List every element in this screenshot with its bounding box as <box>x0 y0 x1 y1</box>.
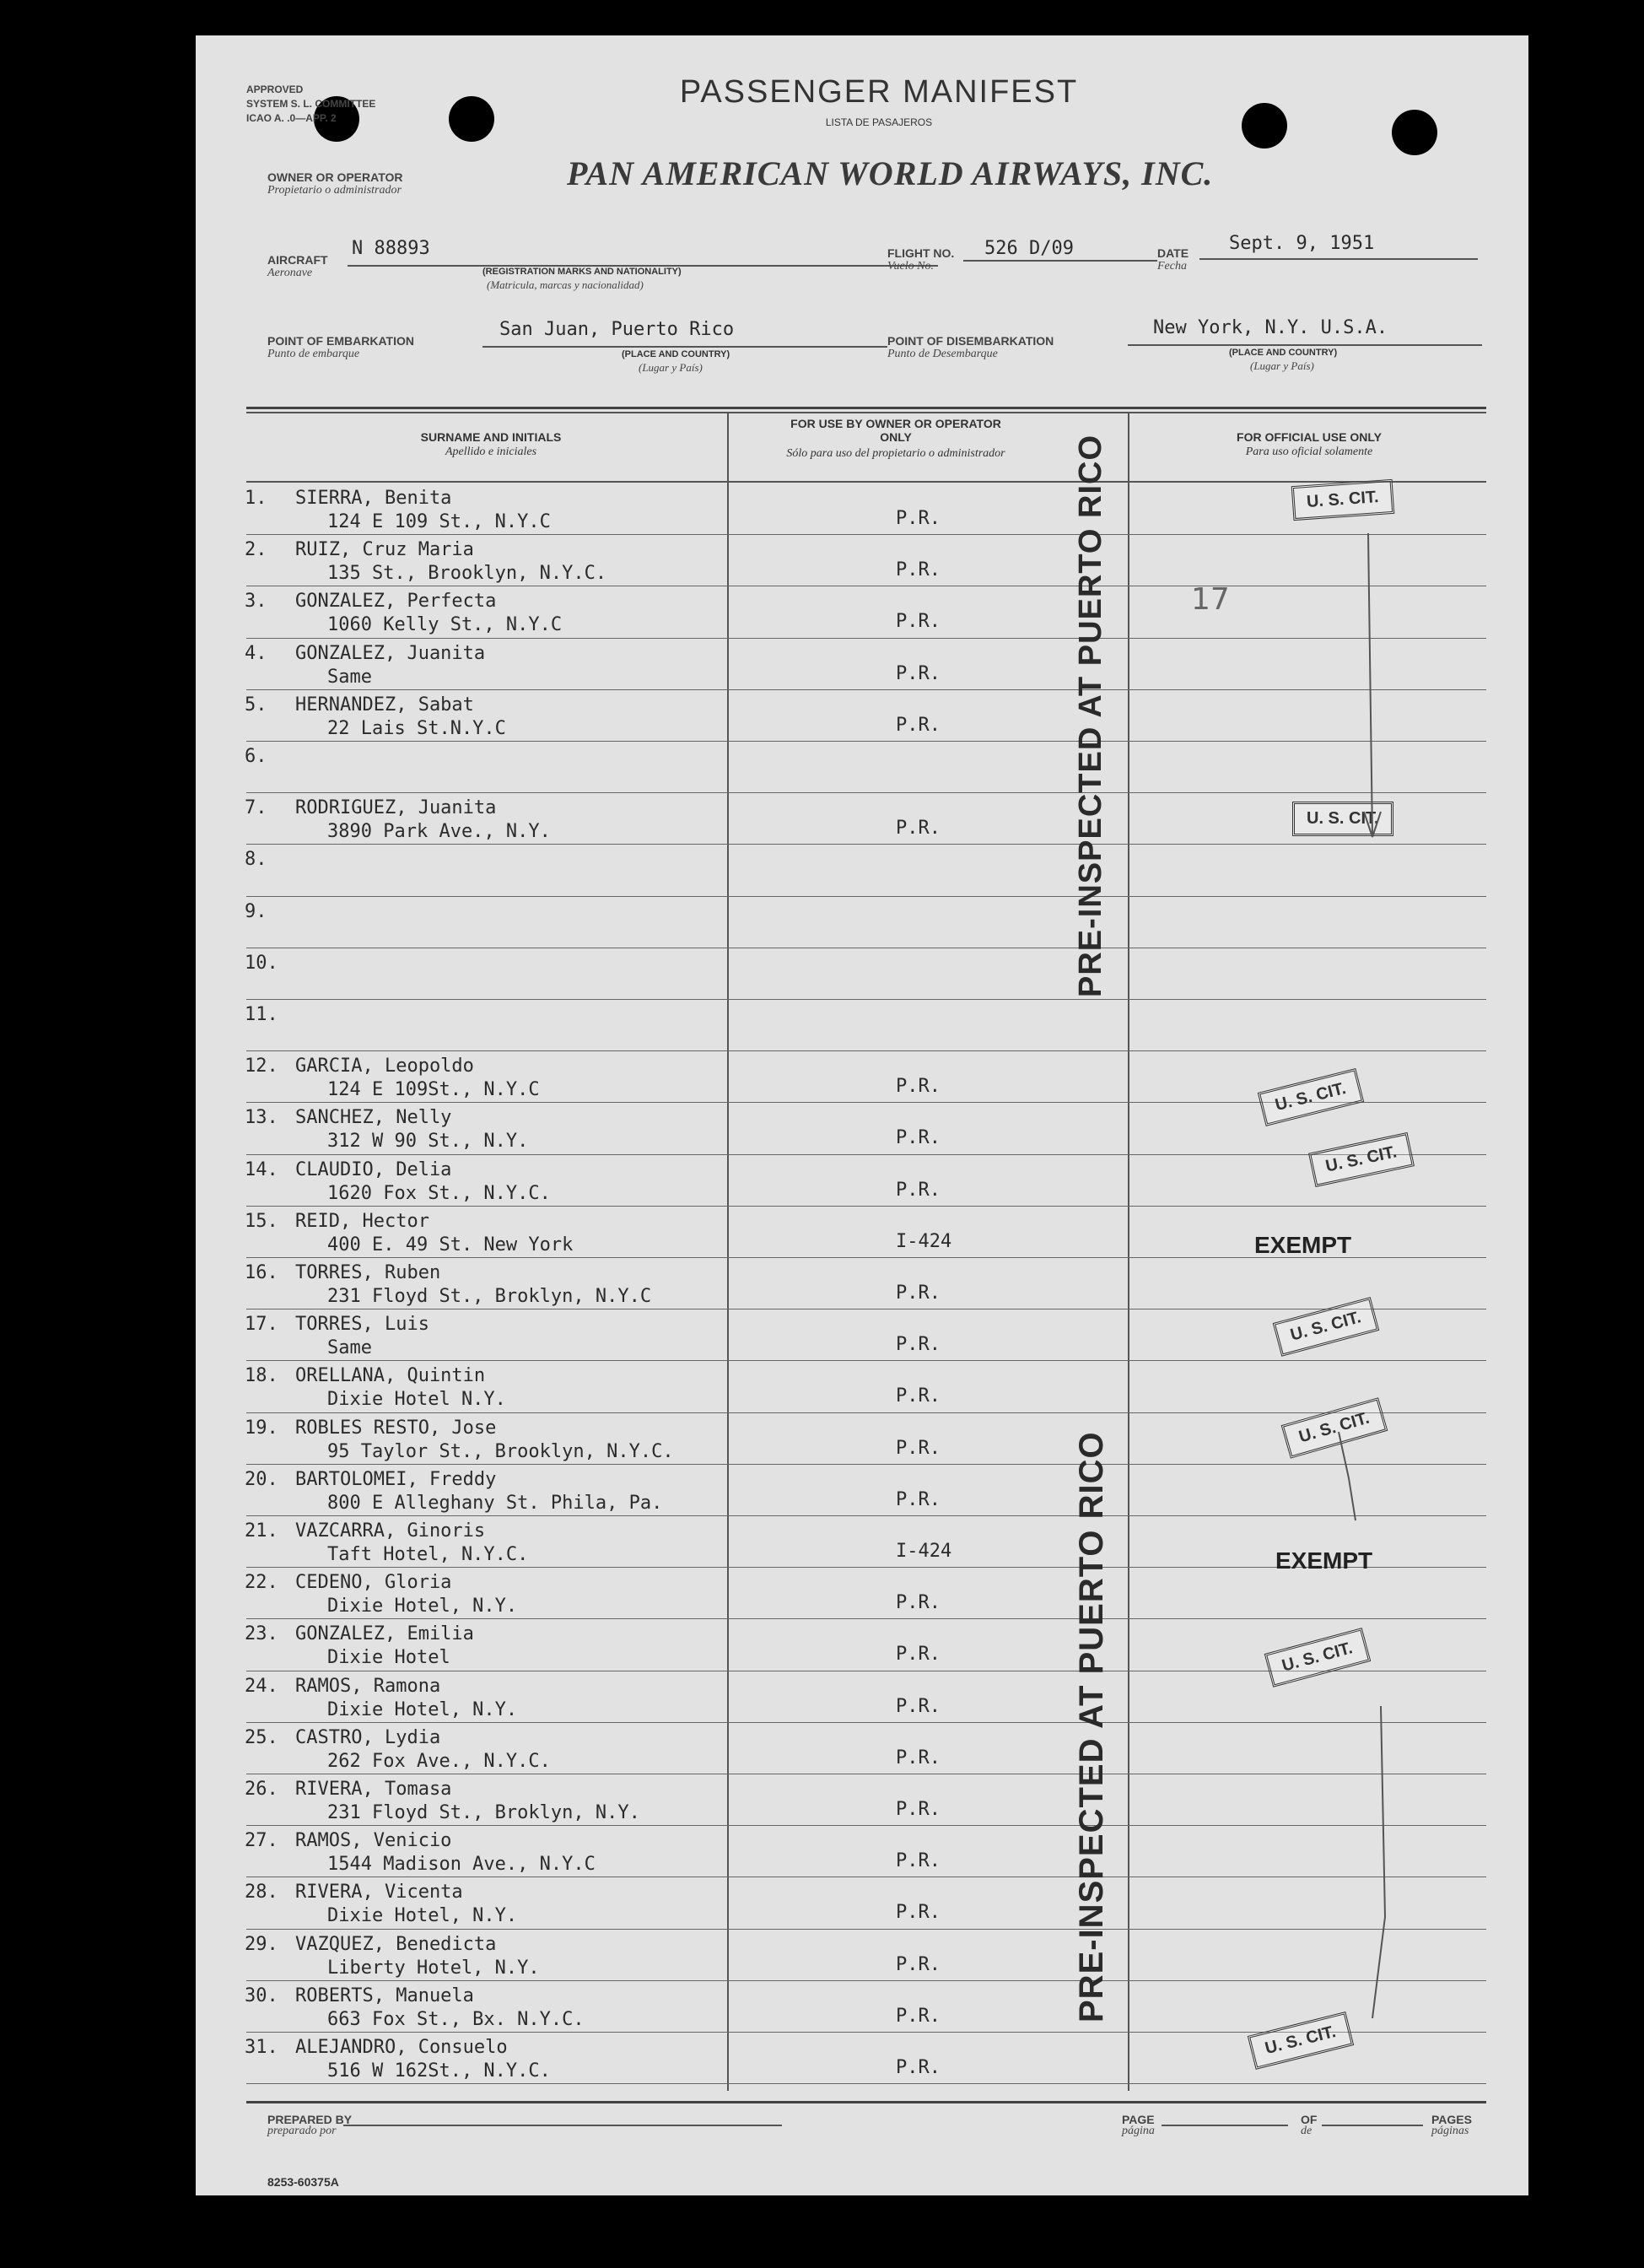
row-number: 14. <box>245 1158 278 1180</box>
row-number: 5. <box>245 694 267 716</box>
operator-code: P.R. <box>896 662 941 684</box>
flight-label: FLIGHT NO. <box>887 246 955 260</box>
passenger-name: ALEJANDRO, Consuelo <box>295 2037 508 2058</box>
operator-code: P.R. <box>896 1644 941 1666</box>
operator-code: P.R. <box>896 1179 941 1201</box>
row-number: 29. <box>245 1933 278 1955</box>
of-label: OF <box>1301 2113 1318 2126</box>
official-use-column-header: FOR OFFICIAL USE ONLY <box>1237 430 1382 444</box>
passenger-address: 135 St., Brooklyn, N.Y.C. <box>327 563 607 585</box>
row-number: 28. <box>245 1882 278 1904</box>
row-number: 21. <box>245 1520 278 1542</box>
operator-code: P.R. <box>896 2005 941 2027</box>
place-label: (PLACE AND COUNTRY) <box>622 349 730 359</box>
registration-label-es: (Matricula, marcas y nacionalidad) <box>487 278 644 291</box>
passenger-address: Same <box>327 666 372 688</box>
page-title: PASSENGER MANIFEST <box>679 74 1079 110</box>
operator-code: P.R. <box>896 2057 941 2078</box>
row-rule <box>246 2083 1486 2084</box>
operator-code: P.R. <box>896 559 941 581</box>
passenger-name: TORRES, Luis <box>295 1314 429 1336</box>
aircraft-value: N 88893 <box>352 238 430 259</box>
aircraft-label-es: Aeronave <box>267 267 313 279</box>
embark-value: San Juan, Puerto Rico <box>499 319 735 340</box>
approval-line: SYSTEM S. L. COMMITTEE <box>246 98 376 110</box>
passenger-name: RAMOS, Ramona <box>295 1675 441 1697</box>
passenger-name: GARCIA, Leopoldo <box>295 1056 474 1077</box>
pencil-bracket-lines <box>1128 483 1528 2069</box>
passenger-address: 22 Lais St.N.Y.C <box>327 717 506 739</box>
prepared-by-label: PREPARED BY <box>267 2113 353 2126</box>
passenger-name: RUIZ, Cruz Maria <box>295 539 474 561</box>
form-code: 8253-60375A <box>267 2175 339 2189</box>
row-number: 22. <box>245 1572 278 1594</box>
passenger-address: Dixie Hotel, N.Y. <box>327 1698 518 1720</box>
passenger-name: RAMOS, Venicio <box>295 1830 452 1852</box>
passenger-address: Dixie Hotel, N.Y. <box>327 1596 518 1617</box>
pages-label-es: páginas <box>1431 2125 1469 2137</box>
us-cit-stamp: U. S. CIT. <box>1258 1068 1364 1126</box>
place-label-es-2: (Lugar y País) <box>1250 359 1314 372</box>
passenger-name: REID, Hector <box>295 1210 429 1232</box>
row-number: 7. <box>245 797 267 819</box>
prepared-by-label-es: preparado por <box>267 2125 337 2137</box>
operator-code: P.R. <box>896 1076 941 1098</box>
operator-name: PAN AMERICAN WORLD AIRWAYS, INC. <box>567 154 1214 192</box>
exempt-stamp: EXEMPT <box>1254 1232 1352 1258</box>
owner-use-column-header: FOR USE BY OWNER OR OPERATOR ONLY <box>790 417 1001 444</box>
passenger-name: CASTRO, Lydia <box>295 1726 441 1748</box>
passenger-name: TORRES, Ruben <box>295 1262 441 1283</box>
punch-hole <box>449 96 494 142</box>
operator-code: P.R. <box>896 1437 941 1459</box>
operator-code: P.R. <box>896 1902 941 1924</box>
row-number: 2. <box>245 539 267 561</box>
operator-code: P.R. <box>896 1488 941 1510</box>
row-number: 25. <box>245 1726 278 1748</box>
owner-use-column-header-es: Sólo para uso del propietario o administrador <box>786 447 1005 460</box>
flight-label-es: Vuelo No. <box>887 260 934 273</box>
row-number: 20. <box>245 1468 278 1490</box>
surname-column-header-es: Apellido e iniciales <box>445 446 537 458</box>
aircraft-label: AIRCRAFT <box>267 253 328 267</box>
passenger-name: ORELLANA, Quintin <box>295 1365 486 1387</box>
passenger-address: 231 Floyd St., Broklyn, N.Y.C <box>327 1286 652 1307</box>
row-number: 27. <box>245 1830 278 1852</box>
operator-code: P.R. <box>896 1695 941 1717</box>
row-number: 8. <box>245 849 267 871</box>
passenger-address: Dixie Hotel N.Y. <box>327 1389 506 1411</box>
row-number: 31. <box>245 2037 278 2058</box>
operator-code: P.R. <box>896 611 941 633</box>
passenger-name: SIERRA, Benita <box>295 488 452 509</box>
surname-column-header: SURNAME AND INITIALS <box>420 430 562 444</box>
handwritten-count: 17 <box>1191 582 1230 617</box>
passenger-address: Same <box>327 1337 372 1359</box>
passenger-name: GONZALEZ, Emilia <box>295 1623 474 1645</box>
passenger-address: 800 E Alleghany St. Phila, Pa. <box>327 1492 663 1514</box>
operator-code: P.R. <box>896 508 941 529</box>
owner-label: OWNER OR OPERATOR <box>267 170 403 184</box>
passenger-name: GONZALEZ, Juanita <box>295 642 486 664</box>
row-number: 17. <box>245 1314 278 1336</box>
passenger-address: 262 Fox Ave., N.Y.C. <box>327 1750 551 1772</box>
us-cit-stamp: U. S. CIT. <box>1281 1397 1388 1458</box>
row-number: 24. <box>245 1675 278 1697</box>
disembark-label-es: Punto de Desembarque <box>887 348 998 360</box>
passenger-name: VAZCARRA, Ginoris <box>295 1520 486 1542</box>
operator-code: P.R. <box>896 1282 941 1304</box>
page-subtitle: LISTA DE PASAJEROS <box>825 116 933 128</box>
row-number: 18. <box>245 1365 278 1387</box>
row-number: 1. <box>245 488 267 509</box>
passenger-address: 231 Floyd St., Broklyn, N.Y. <box>327 1802 640 1823</box>
disembark-label: POINT OF DISEMBARKATION <box>887 334 1054 348</box>
of-label-es: de <box>1301 2125 1313 2137</box>
operator-code: P.R. <box>896 714 941 736</box>
row-number: 26. <box>245 1779 278 1800</box>
passenger-name: ROBERTS, Manuela <box>295 1984 474 2006</box>
preinspected-stamp: PRE-INSPECTED AT PUERTO RICO <box>1073 434 1108 997</box>
passenger-name: GONZALEZ, Perfecta <box>295 591 497 613</box>
operator-code: P.R. <box>896 1850 941 1872</box>
owner-label-es: Propietario o administrador <box>267 184 402 197</box>
passenger-address: 1060 Kelly St., N.Y.C <box>327 614 563 636</box>
passenger-address: 1544 Madison Ave., N.Y.C <box>327 1854 596 1876</box>
operator-code: P.R. <box>896 1953 941 1975</box>
operator-code: P.R. <box>896 1127 941 1149</box>
flight-value: 526 D/09 <box>984 238 1074 259</box>
operator-code: I-424 <box>896 1230 952 1252</box>
passenger-address: 663 Fox St., Bx. N.Y.C. <box>327 2008 585 2030</box>
passenger-name: VAZQUEZ, Benedicta <box>295 1933 497 1955</box>
row-number: 6. <box>245 746 267 767</box>
manifest-sheet <box>196 35 1528 2195</box>
date-label-es: Fecha <box>1157 260 1187 273</box>
passenger-name: CEDENO, Gloria <box>295 1572 452 1594</box>
passenger-address: 312 W 90 St., N.Y. <box>327 1131 529 1153</box>
passenger-address: 3890 Park Ave., N.Y. <box>327 821 551 843</box>
passenger-address: 1620 Fox St., N.Y.C. <box>327 1182 551 1204</box>
punch-hole <box>1392 110 1437 155</box>
embark-label: POINT OF EMBARKATION <box>267 334 414 348</box>
official-use-column-header-es: Para uso oficial solamente <box>1245 446 1373 458</box>
row-number: 9. <box>245 900 267 922</box>
passenger-name: RIVERA, Tomasa <box>295 1779 452 1800</box>
row-number: 12. <box>245 1056 278 1077</box>
row-number: 10. <box>245 952 278 974</box>
passenger-name: CLAUDIO, Delia <box>295 1158 452 1180</box>
row-number: 11. <box>245 1004 278 1025</box>
exempt-stamp: EXEMPT <box>1275 1547 1373 1574</box>
operator-code: P.R. <box>896 1747 941 1768</box>
row-number: 4. <box>245 642 267 664</box>
passenger-address: Taft Hotel, N.Y.C. <box>327 1544 529 1565</box>
us-cit-stamp: U. S. CIT. <box>1291 479 1394 521</box>
preinspected-stamp: PRE-INSPECTED AT PUERTO RICO <box>1073 1431 1110 2022</box>
approval-line: ICAO A. .0—APP. 2 <box>246 112 337 124</box>
operator-code: P.R. <box>896 1592 941 1614</box>
row-number: 23. <box>245 1623 278 1645</box>
row-number: 30. <box>245 1984 278 2006</box>
approval-block <box>246 83 375 126</box>
place-label-es: (Lugar y País) <box>639 361 703 374</box>
passenger-address: 124 E 109 St., N.Y.C <box>327 511 551 532</box>
date-label: DATE <box>1157 246 1189 260</box>
passenger-address: 516 W 162St., N.Y.C. <box>327 2060 551 2082</box>
us-cit-stamp: U. S. CIT. <box>1292 802 1393 836</box>
operator-code: P.R. <box>896 1799 941 1820</box>
registration-label: (REGISTRATION MARKS AND NATIONALITY) <box>482 267 682 277</box>
passenger-address: Dixie Hotel <box>327 1647 450 1669</box>
table-top-rule <box>246 407 1486 409</box>
row-number: 13. <box>245 1107 278 1129</box>
page-label: PAGE <box>1122 2113 1155 2126</box>
us-cit-stamp: U. S. CIT. <box>1248 2012 1354 2070</box>
place-label-2: (PLACE AND COUNTRY) <box>1229 348 1338 358</box>
passenger-name: ROBLES RESTO, Jose <box>295 1417 497 1439</box>
date-value: Sept. 9, 1951 <box>1229 233 1375 254</box>
embark-label-es: Punto de embarque <box>267 348 360 360</box>
page-label-es: página <box>1122 2125 1155 2137</box>
passenger-name: RIVERA, Vicenta <box>295 1882 463 1904</box>
passenger-name: SANCHEZ, Nelly <box>295 1107 452 1129</box>
operator-code: P.R. <box>896 1334 941 1356</box>
operator-code: I-424 <box>896 1541 952 1562</box>
us-cit-stamp: U. S. CIT. <box>1308 1132 1414 1187</box>
passenger-name: BARTOLOMEI, Freddy <box>295 1468 497 1490</box>
passenger-name: HERNANDEZ, Sabat <box>295 694 474 716</box>
operator-code: P.R. <box>896 818 941 840</box>
passenger-address: 400 E. 49 St. New York <box>327 1234 574 1256</box>
approval-line: APPROVED <box>246 84 304 95</box>
row-number: 16. <box>245 1262 278 1283</box>
passenger-name: RODRIGUEZ, Juanita <box>295 797 497 819</box>
pages-label: PAGES <box>1431 2113 1472 2126</box>
passenger-address: Liberty Hotel, N.Y. <box>327 1957 540 1979</box>
row-number: 3. <box>245 591 267 613</box>
punch-hole <box>1242 103 1287 148</box>
passenger-address: 124 E 109St., N.Y.C <box>327 1079 540 1101</box>
operator-code: P.R. <box>896 1385 941 1407</box>
passenger-address: 95 Taylor St., Brooklyn, N.Y.C. <box>327 1440 674 1462</box>
row-number: 15. <box>245 1210 278 1232</box>
us-cit-stamp: U. S. CIT. <box>1264 1628 1371 1688</box>
us-cit-stamp: U. S. CIT. <box>1273 1297 1379 1357</box>
passenger-address: Dixie Hotel, N.Y. <box>327 1905 518 1927</box>
disembark-value: New York, N.Y. U.S.A. <box>1153 317 1388 338</box>
row-number: 19. <box>245 1417 278 1439</box>
